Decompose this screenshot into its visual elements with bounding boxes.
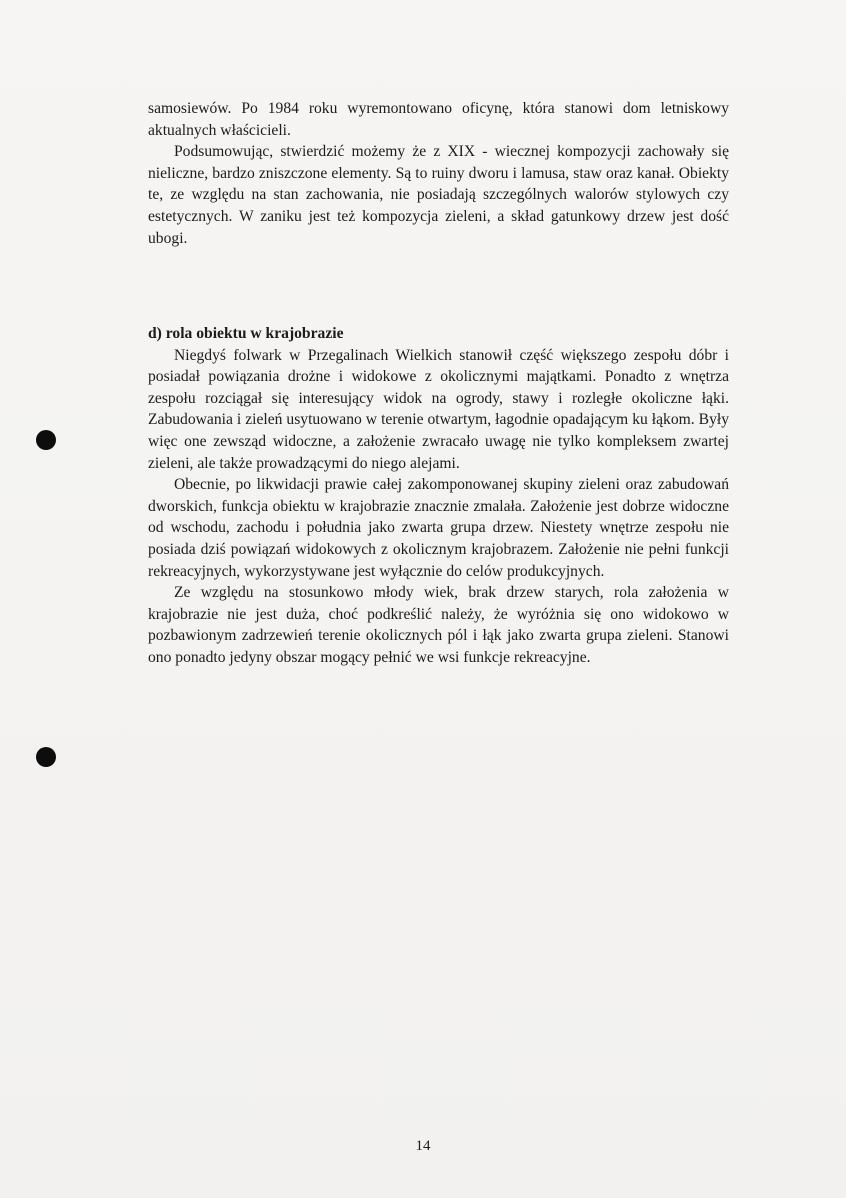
section-paragraph-1: Niegdyś folwark w Przegalinach Wielkich stanowił część większego zespołu dóbr i posiadał powiązania drożne i widokowe z okolicznymi majątkami. Ponadto z wnętrza zespołu rozciągał się interesujący widok na ogrody, stawy i rozległe okoliczne łąki. Zabudowania i zieleń usytuowano w terenie otwartym, łagodnie opadającym ku łąkom. Były więc one zewsząd widoczne, a założenie zwracało uwagę nie tylko kompleksem zwartej zieleni, ale także prowadzącymi do niego alejami. — [148, 346, 729, 472]
section-paragraph-3: Ze względu na stosunkowo młody wiek, brak drzew starych, rola założenia w krajobrazie nie jest duża, choć podkreślić należy, że wyróżnia się ono widokowo w pozbawionym zadrzewień terenie okolicznych pól i łąk jako zwarta grupa zieleni. Stanowi ono ponadto jedyny obszar mogący pełnić we wsi funkcje rekreacyjne. — [148, 584, 729, 666]
summary-paragraph: Podsumowując, stwierdzić możemy że z XIX - wiecznej kompozycji zachowały się nieliczne, bardzo zniszczone elementy. Są to ruiny dworu i lamusa, staw oraz kanał. Obiekty te, ze względu na stan zachowania, nie posiadają szczególnych walorów stylowych czy estetycznych. W zaniku jest też kompozycja zieleni, a skład gatunkowy drzew jest dość ubogi. — [148, 143, 729, 247]
continuation-paragraph: samosiewów. Po 1984 roku wyremontowano oficynę, która stanowi dom letniskowy aktualnych właścicieli. — [148, 100, 729, 139]
punch-hole-upper — [36, 430, 56, 450]
punch-hole-lower — [36, 747, 56, 767]
section-d-block — [148, 323, 729, 669]
section-paragraph-2: Obecnie, po likwidacji prawie całej zakomponowanej skupiny zieleni oraz zabudowań dworskich, funkcja obiektu w krajobrazie znacznie zmalała. Założenie jest dobrze widoczne od wschodu, zachodu i południa jako zwarta grupa drzew. Niestety wnętrze zespołu nie posiada dziś powiązań widokowych z okolicznym krajobrazem. Założenie nie pełni funkcji rekreacyjnych, wykorzystywane jest wyłącznie do celów produkcyjnych. — [148, 476, 729, 580]
section-heading: d) rola obiektu w krajobrazie — [148, 325, 344, 342]
intro-text-block — [148, 98, 729, 249]
page-number: 14 — [415, 1138, 431, 1154]
